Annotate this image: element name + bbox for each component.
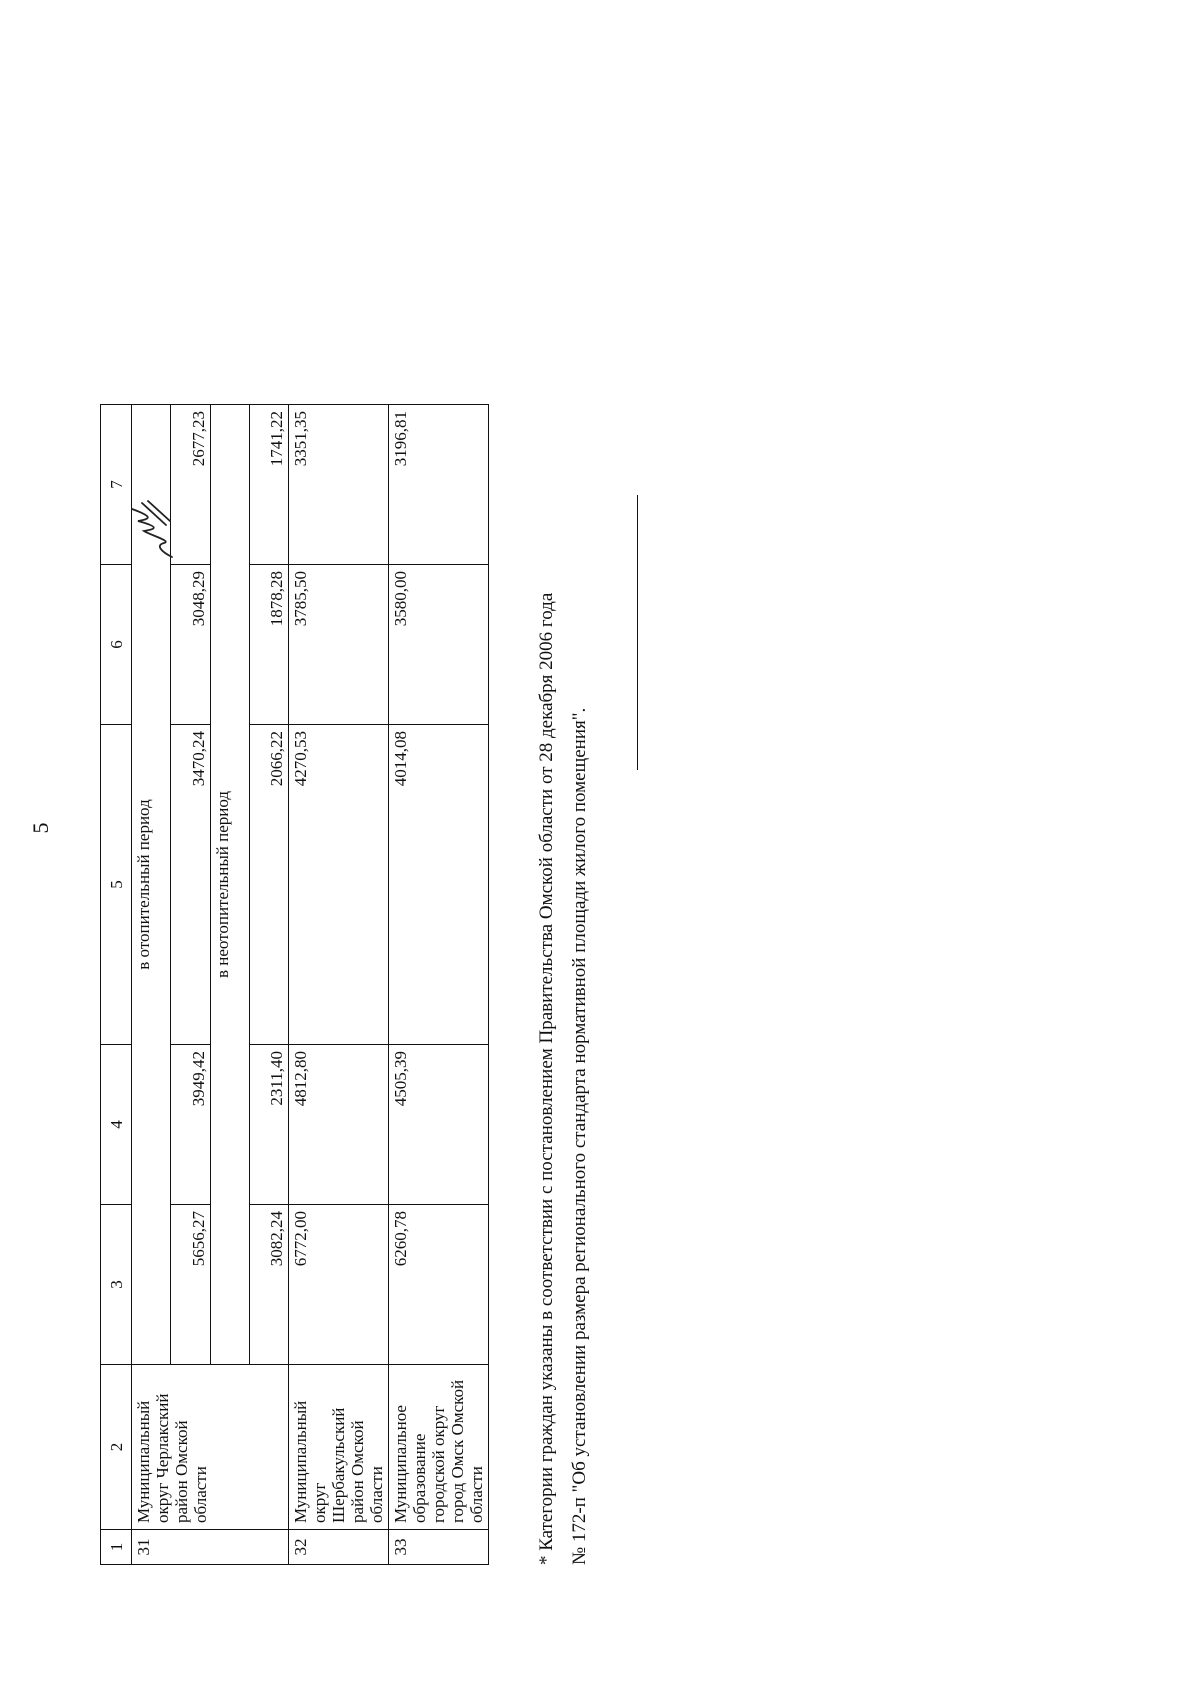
table-row — [132, 405, 171, 1565]
row-number: 32 — [289, 1530, 389, 1565]
handwritten-signature — [120, 495, 190, 565]
page-number: 5 — [28, 822, 53, 834]
table-cell: 4505,39 — [389, 1045, 489, 1205]
table-cell: 1741,22 — [249, 405, 288, 565]
period-label: в отопительный период — [132, 405, 171, 1365]
table-header-row — [101, 405, 132, 1565]
footnote — [530, 110, 596, 1565]
table-cell: 3048,29 — [171, 565, 210, 725]
column-header: 3 — [101, 1205, 132, 1365]
table-cell: 6772,00 — [289, 1205, 389, 1365]
column-header: 1 — [101, 1530, 132, 1565]
table-cell: 2066,22 — [249, 725, 288, 1045]
table-cell: 3470,24 — [171, 725, 210, 1045]
data-table — [100, 404, 489, 1565]
table-cell: 3351,35 — [289, 405, 389, 565]
table-cell: 6260,78 — [389, 1205, 489, 1365]
municipality-name: Муниципальный округ Черлакский район Омской области — [132, 1365, 289, 1530]
table-row — [289, 405, 389, 1565]
table-row — [389, 405, 489, 1565]
table-cell: 4812,80 — [289, 1045, 389, 1205]
municipality-name: Муниципальный округ Шербакульский район Омской области — [289, 1365, 389, 1530]
separator-line — [637, 495, 638, 770]
footnote-line: * Категории граждан указаны в соответствии с постановлением Правительства Омской области от 28 декабря 2006 года — [536, 592, 557, 1565]
column-header: 6 — [101, 565, 132, 725]
row-number: 31 — [132, 1530, 289, 1565]
column-header: 4 — [101, 1045, 132, 1205]
period-label: в неотопительный период — [210, 405, 249, 1365]
table-cell: 5656,27 — [171, 1205, 210, 1365]
rotated-page-content — [100, 110, 640, 1565]
table-cell: 1878,28 — [249, 565, 288, 725]
municipality-name: Муниципальное образование городской округ город Омск Омской области — [389, 1365, 489, 1530]
table-cell: 3785,50 — [289, 565, 389, 725]
column-header: 2 — [101, 1365, 132, 1530]
table-cell: 3082,24 — [249, 1205, 288, 1365]
table-cell: 3949,42 — [171, 1045, 210, 1205]
column-header: 7 — [101, 405, 132, 565]
table-cell: 4270,53 — [289, 725, 389, 1045]
footnote-line: № 172-п "Об установлении размера регионального стандарта нормативной площади жилого помещения". — [569, 707, 590, 1565]
column-header: 5 — [101, 725, 132, 1045]
table-cell: 2677,23 — [171, 405, 210, 565]
table-cell: 4014,08 — [389, 725, 489, 1045]
table-cell: 3196,81 — [389, 405, 489, 565]
table-cell: 2311,40 — [249, 1045, 288, 1205]
row-number: 33 — [389, 1530, 489, 1565]
table-cell: 3580,00 — [389, 565, 489, 725]
